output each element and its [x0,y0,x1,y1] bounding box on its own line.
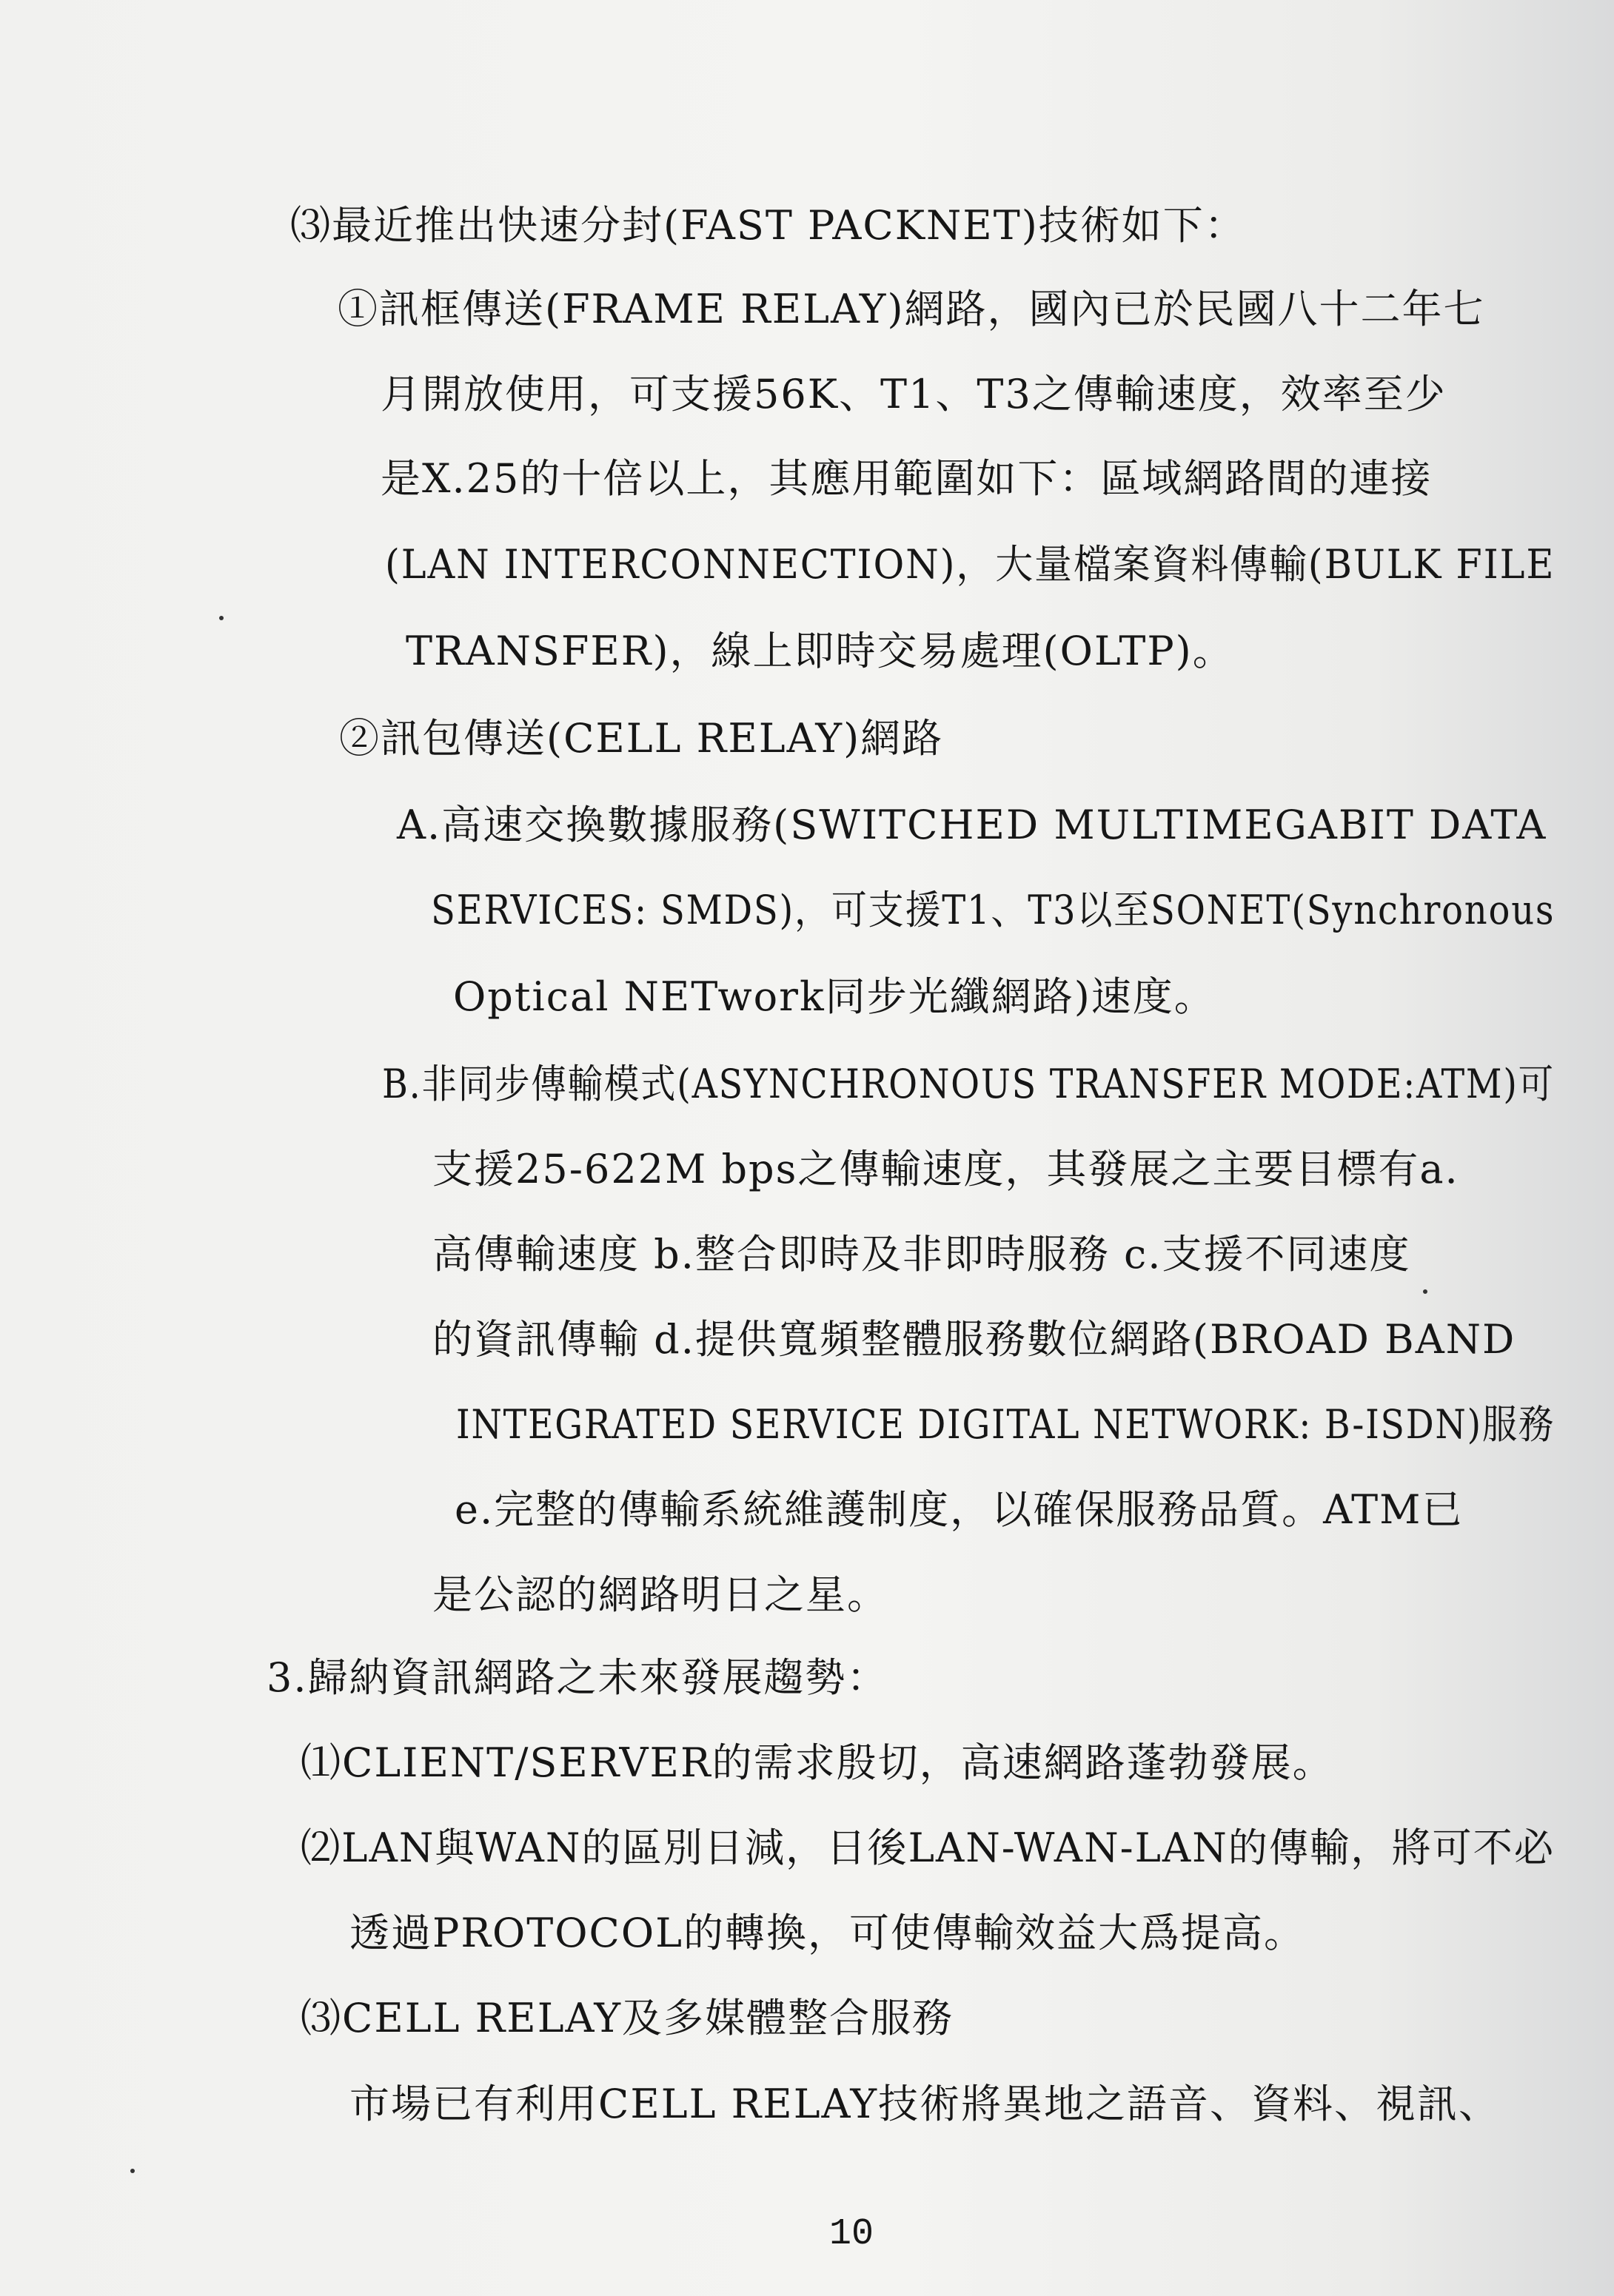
text-line: ⑴CLIENT/SERVER的需求殷切，高速網路蓬勃發展。 [301,1739,1334,1786]
text-line: 市場已有利用CELL RELAY技術將異地之語音、資料、視訊、 [349,2081,1501,2127]
text-line: ②訊包傳送(CELL RELAY)網路 [339,715,944,762]
text-line: 透過PROTOCOL的轉換，可使傳輸效益大爲提高。 [349,1910,1305,1956]
speck [130,2169,135,2173]
text-line: 高傳輸速度 b.整合即時及非即時服務 c.支援不同速度 [432,1231,1411,1278]
speck [219,616,224,620]
text-line: 是X.25的十倍以上，其應用範圍如下：區域網路間的連接 [381,455,1433,502]
text-line: 3.歸納資訊網路之未來發展趨勢： [267,1654,888,1701]
text-line: B.非同步傳輸模式(ASYNCHRONOUS TRANSFER MODE:ATM)可 [382,1061,1555,1107]
text-line: SERVICES: SMDS)，可支援T1、T3以至SONET(Synchronous [431,887,1556,933]
text-line: A.高速交換數據服務(SWITCHED MULTIMEGABIT DATA [397,802,1547,848]
page-number: 10 [829,2213,874,2255]
text-line: (LAN INTERCONNECTION)，大量檔案資料傳輸(BULK FILE [385,541,1556,588]
text-line: ⑵LAN與WAN的區別日減，日後LAN-WAN-LAN的傳輸，將可不必 [301,1825,1555,1871]
text-line: 的資訊傳輸 d.提供寬頻整體服務數位網路(BROAD BAND [432,1316,1516,1363]
text-line: ⑶最近推出快速分封(FAST PACKNET)技術如下： [290,202,1246,249]
text-line: e.完整的傳輸系統維護制度，以確保服務品質。ATM已 [455,1486,1464,1533]
text-line: 是公認的網路明日之星。 [432,1571,888,1618]
text-line: INTEGRATED SERVICE DIGITAL NETWORK: B-ISDN)服務 [456,1401,1555,1448]
text-line: 月開放使用，可支援56K、T1、T3之傳輸速度，效率至少 [381,371,1447,417]
text-line: TRANSFER)，線上即時交易處理(OLTP)。 [406,628,1234,674]
speck [1423,1289,1427,1294]
text-line: Optical NETwork同步光纖網路)速度。 [453,973,1216,1020]
text-line: ⑶CELL RELAY及多媒體整合服務 [301,1995,954,2041]
text-line: 支援25-622M bps之傳輸速度，其發展之主要目標有a. [432,1146,1459,1192]
text-line: ①訊框傳送(FRAME RELAY)網路，國內已於民國八十二年七 [338,286,1485,332]
